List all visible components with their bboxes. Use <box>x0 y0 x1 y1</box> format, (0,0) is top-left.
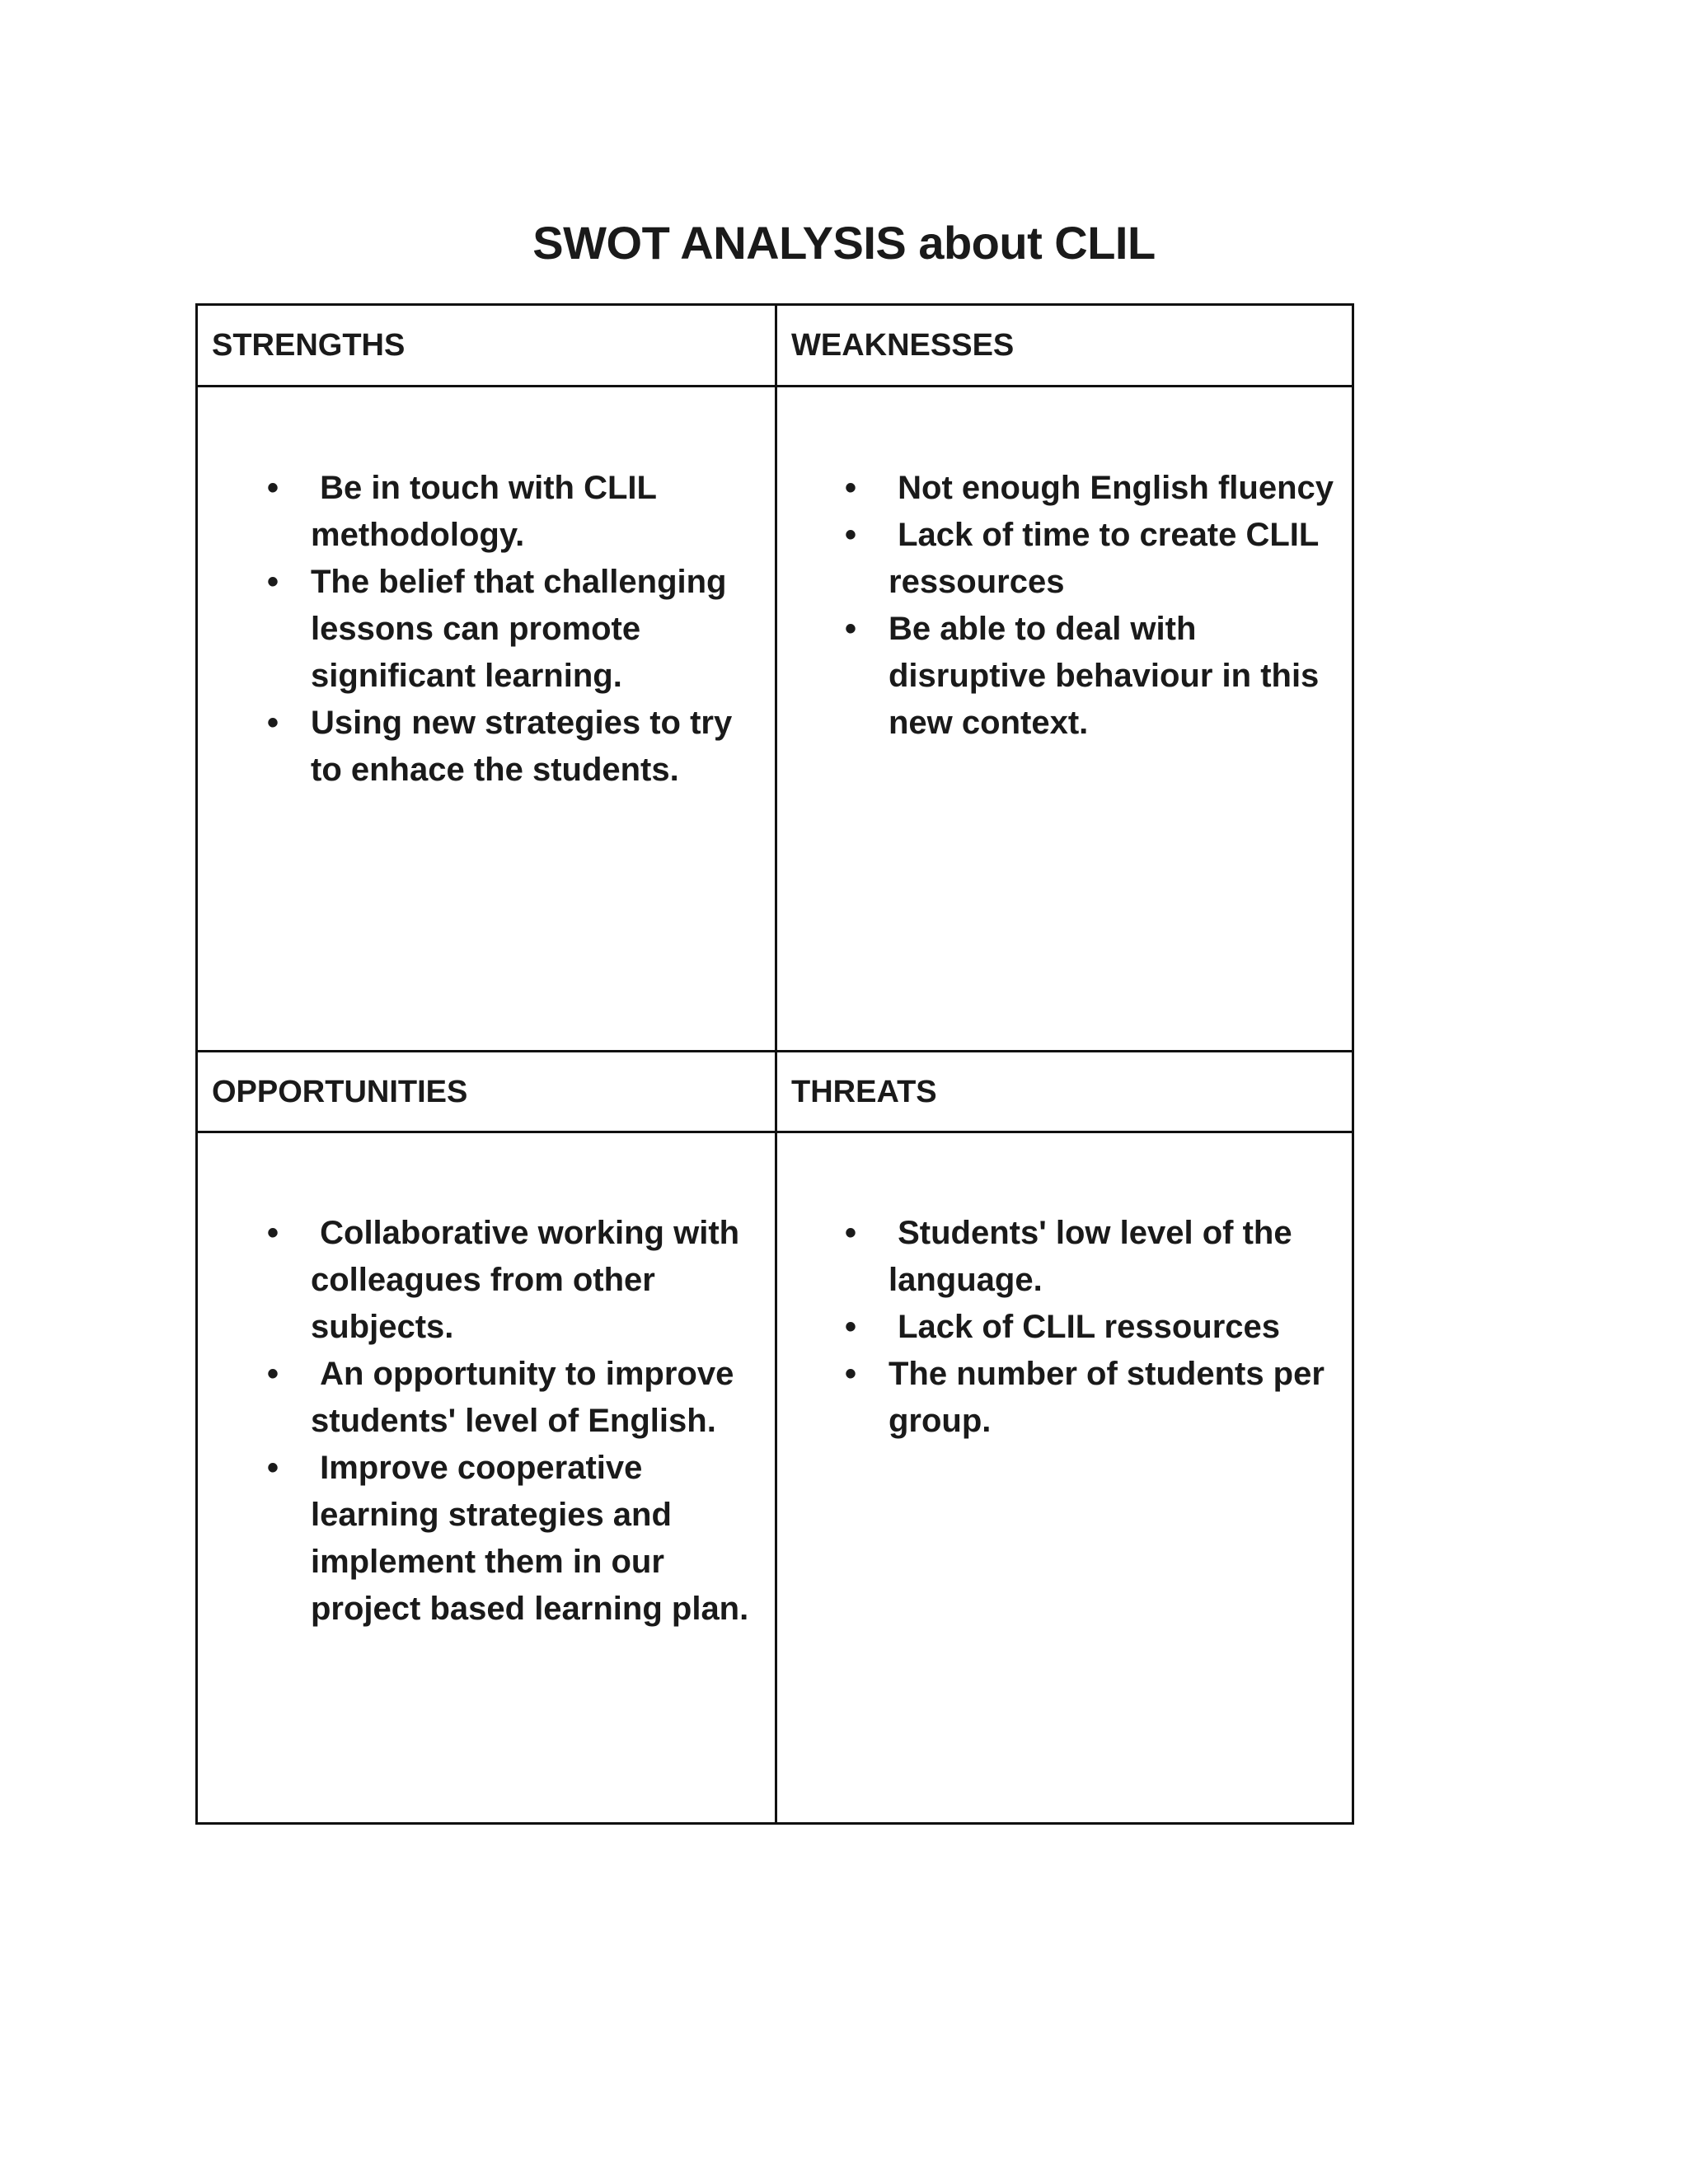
list-item <box>267 700 756 794</box>
list-item <box>845 1351 1346 1445</box>
strengths-list <box>267 465 756 794</box>
list-item <box>845 1210 1346 1304</box>
weaknesses-content <box>845 465 1343 747</box>
threats-content <box>845 1210 1346 1445</box>
bullet-icon: • <box>267 1450 279 1486</box>
weaknesses-header: WEAKNESSES <box>791 327 1015 363</box>
strengths-item-text: The belief that challenging lessons can promote significant learning. <box>311 564 736 694</box>
weaknesses-list <box>845 465 1343 747</box>
bullet-icon: • <box>845 517 857 553</box>
opportunities-header: OPPORTUNITIES <box>212 1074 468 1109</box>
bullet-icon: • <box>845 611 857 647</box>
threats-item-text: Lack of CLIL ressources <box>889 1309 1281 1345</box>
weaknesses-item-text: Lack of time to create CLIL ressources <box>889 517 1328 600</box>
list-item <box>267 1445 760 1633</box>
list-item <box>267 559 756 700</box>
opportunities-item-text: Collaborative working with colleagues from other subjects. <box>311 1215 749 1345</box>
opportunities-content <box>267 1210 760 1633</box>
bullet-icon: • <box>845 1356 857 1392</box>
bullet-icon: • <box>845 1215 857 1251</box>
bullet-icon: • <box>845 470 857 506</box>
bullet-icon: • <box>267 1215 279 1251</box>
bullet-icon: • <box>267 1356 279 1392</box>
bullet-icon: • <box>845 1309 857 1345</box>
strengths-item-text: Be in touch with CLIL methodology. <box>311 470 666 553</box>
swot-table <box>195 303 1354 1825</box>
weaknesses-item-text: Be able to deal with disruptive behaviour in this new context. <box>889 611 1329 741</box>
list-item <box>267 1351 760 1445</box>
page-title: SWOT ANALYSIS about CLIL <box>532 217 1156 269</box>
bullet-icon: • <box>267 470 279 506</box>
list-item <box>845 606 1343 747</box>
strengths-item-text: Using new strategies to try to enhace the students. <box>311 705 742 788</box>
opportunities-item-text: An opportunity to improve students' level of English. <box>311 1356 743 1439</box>
list-item <box>845 465 1343 512</box>
bullet-icon: • <box>267 705 279 741</box>
list-item <box>267 1210 760 1351</box>
list-item <box>845 512 1343 606</box>
weaknesses-item-text: Not enough English fluency <box>889 470 1334 506</box>
threats-list <box>845 1210 1346 1445</box>
strengths-header: STRENGTHS <box>212 327 406 363</box>
opportunities-item-text: Improve cooperative learning strategies and implement them in our project based learning plan. <box>311 1450 749 1627</box>
threats-item-text: The number of students per group. <box>889 1356 1334 1439</box>
list-item <box>845 1304 1346 1351</box>
bullet-icon: • <box>267 564 279 600</box>
list-item <box>267 465 756 559</box>
threats-item-text: Students' low level of the language. <box>889 1215 1301 1298</box>
threats-header: THREATS <box>791 1074 937 1109</box>
opportunities-list <box>267 1210 760 1633</box>
strengths-content <box>267 465 756 794</box>
